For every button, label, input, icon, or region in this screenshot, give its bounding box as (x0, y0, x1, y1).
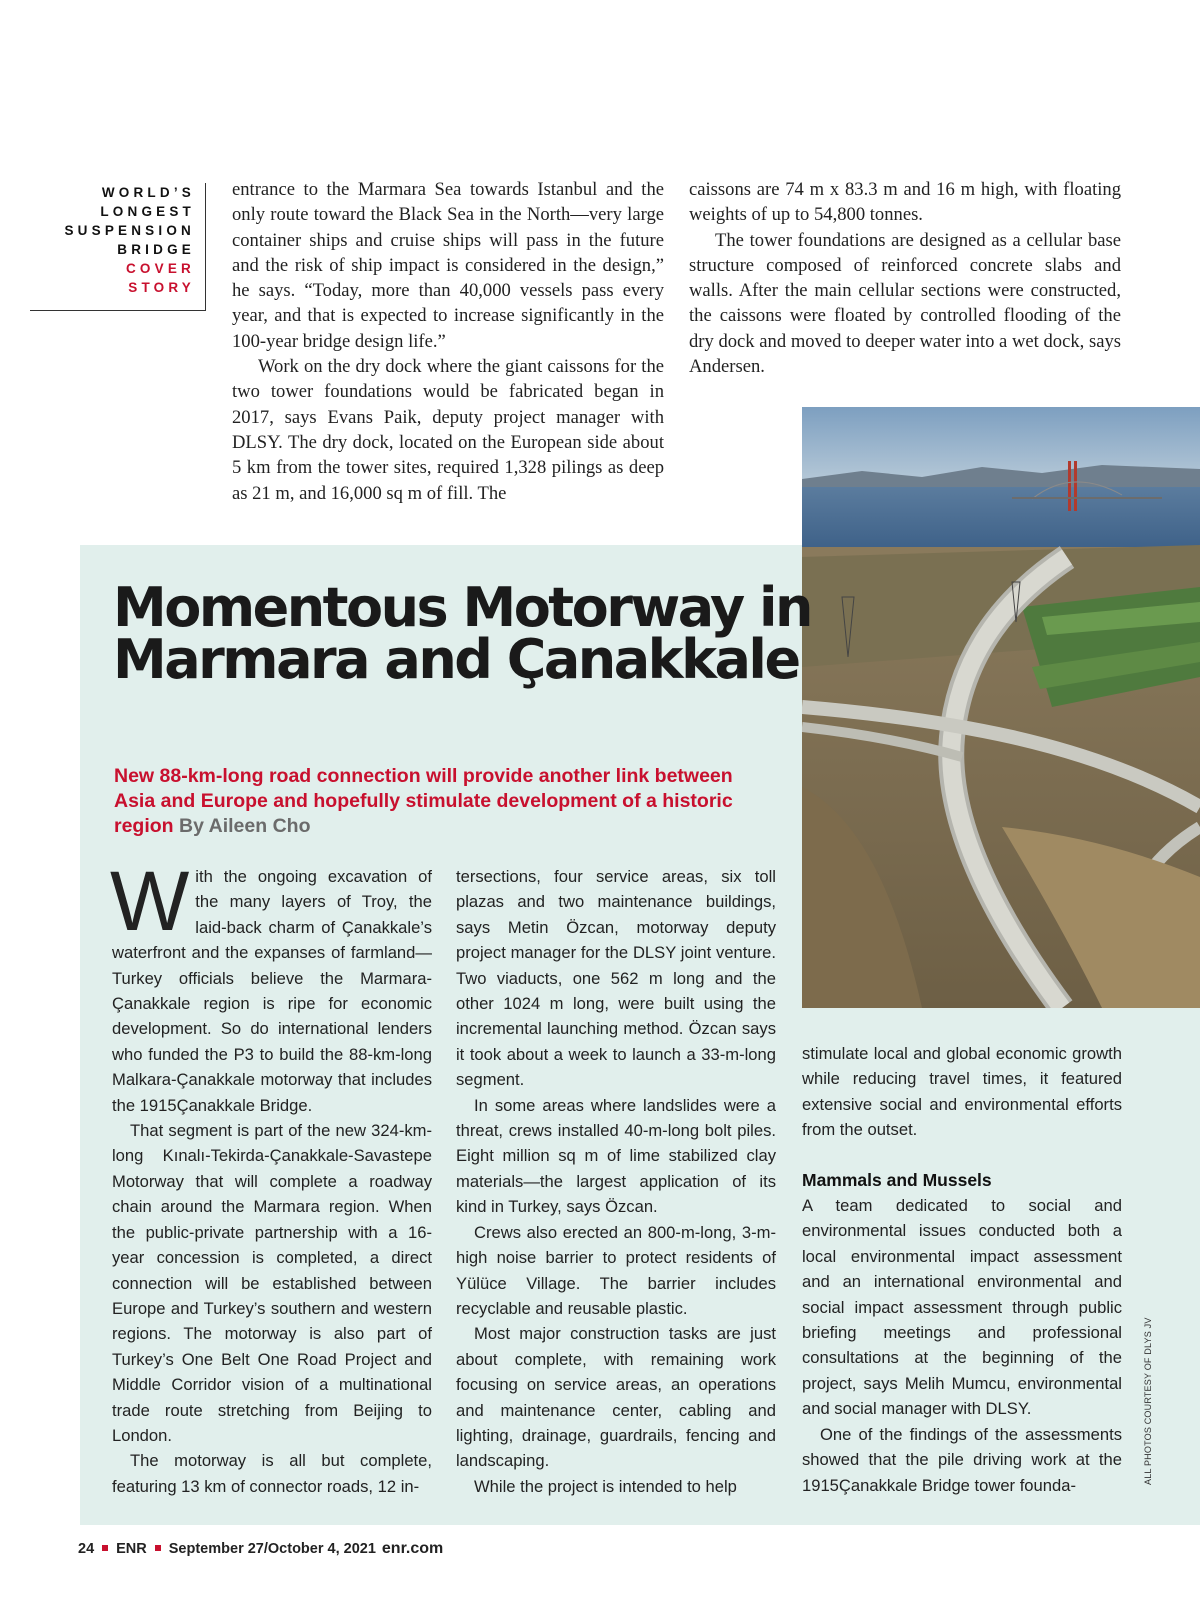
paragraph (110, 854, 432, 1118)
paragraph: While the project is intended to help (474, 1476, 737, 1496)
section-tag-line: WORLD’S (101, 185, 195, 200)
paragraph: The tower foundations are designed as a cellular base structure composed of reinforced concrete slabs and walls. After the main cellular sections were constructed, the caissons were floated by controlled flooding of the dry dock and moved to deeper water into a wet dock, says Andersen. (689, 229, 1121, 378)
section-tag-line: LONGEST (100, 204, 195, 219)
paragraph: Crews also erected an 800-m-long, 3-m-high noise barrier to protect residents of Yülüce Village. The barrier includes recyclable and reusable plastic. (456, 1222, 776, 1318)
section-tag-story-line: STORY (128, 280, 195, 295)
section-tag-cover-line: COVER (125, 261, 195, 276)
article-column-2 (456, 864, 776, 1499)
drop-cap: W (110, 854, 190, 948)
paragraph: One of the findings of the assessments showed that the pile driving work at the 1915Çanakkale Bridge tower founda- (802, 1424, 1122, 1495)
separator-square-icon (155, 1545, 161, 1551)
section-tag (30, 183, 206, 311)
separator-square-icon (102, 1545, 108, 1551)
subhead: Mammals and Mussels (802, 1169, 992, 1190)
article-column-1 (110, 854, 432, 1499)
paragraph-text: ith the ongoing excavation of the many layers of Troy, the laid-back charm of Çanakkale’s waterfront and the expanses of farmland—Turkey officials believe the Marmara-Çanakkale region is ripe for economic development. So do international lenders who funded the P3 to build the 88-km-long Malkara-Çanakkale motorway that includes the 1915Çanakkale Bridge. (112, 867, 432, 1115)
paragraph: entrance to the Marmara Sea towards Istanbul and the only route toward the Black Sea in the North—very large container ships and cruise ships will pass in the future and the risk of ship impact is considered in the design,” he says. “Today, more than 40,000 vessels pass every year, and that is expected to increase significantly in the 100-year bridge design life.” (232, 179, 664, 352)
paragraph: The motorway is all but complete, featuring 13 km of connector roads, 12 in- (112, 1451, 432, 1496)
magazine-name: ENR (116, 1541, 147, 1557)
issue-date: September 27/October 4, 2021 (168, 1541, 376, 1557)
byline: By Aileen Cho (179, 815, 311, 837)
paragraph: stimulate local and global economic growth while reducing travel times, it featured extensive social and environmental efforts from the outset. (802, 1044, 1122, 1140)
section-tag-line: BRIDGE (117, 242, 195, 257)
section-tag-line: SUSPENSION (64, 223, 195, 238)
deck-text: New 88-km-long road connection will provide another link between Asia and Europe and hopefully stimulate development of a historic region (114, 765, 733, 837)
article-deck (114, 764, 754, 839)
page-footer (78, 1540, 443, 1558)
paragraph: Work on the dry dock where the giant caissons for the two tower foundations would be fabricated began in 2017, says Evans Paik, deputy project manager with DLSY. The dry dock, located on the European side about 5 km from the tower sites, required 1,328 pilings as deep as 21 m, and 16,000 sq m of fill. The (232, 356, 664, 504)
aerial-motorway-photo (802, 407, 1200, 1008)
photo-credit: ALL PHOTOS COURTESY OF DLYS JV (1143, 1317, 1153, 1485)
article-headline: Momentous Motorway in Marmara and Çanakkale (113, 576, 811, 691)
paragraph: Most major construction tasks are just about complete, with remaining work focusing on service areas, an operations and maintenance center, cabling and lighting, drainage, guardrails, fencing and landscaping. (456, 1324, 776, 1471)
paragraph: That segment is part of the new 324-km-long Kınalı-Tekirda-Çanakkale-Savastepe Motorway that will complete a roadway chain around the Marmara region. When the public-private partnership with a 16-year concession is completed, a direct connection will be established between Europe and Turkey’s southern and western regions. The motorway is also part of Turkey’s One Belt One Road Project and Middle Corridor vision of a multinational trade route stretching from Beijing to London. (112, 1121, 432, 1445)
photo-illustration (802, 407, 1200, 1008)
paragraph: caissons are 74 m x 83.3 m and 16 m high, with floating weights of up to 54,800 tonnes. (689, 179, 1121, 226)
article-column-3 (802, 1041, 1122, 1498)
paragraph: In some areas where landslides were a threat, crews installed 40-m-long bolt piles. Eight million sq m of lime stabilized clay materials—the largest application of its kind in Turkey, says Özcan. (456, 1095, 776, 1217)
previous-article-column-2 (689, 177, 1121, 379)
previous-article-column-1 (232, 177, 664, 506)
paragraph: A team dedicated to social and environmental issues conducted both a local environmental impact assessment and an international environmental and social impact assessment through public briefing meetings and professional consultations at the beginning of the project, says Melih Mumcu, environmental and social manager with DLSY. (802, 1196, 1122, 1419)
website-link[interactable]: enr.com (381, 1540, 444, 1557)
paragraph: tersections, four service areas, six toll plazas and two maintenance buildings, says Metin Özcan, motorway deputy project manager for the DLSY joint venture. Two viaducts, one 562 m long and the other 1024 m long, were built using the incremental launching method. Özcan says it took about a week to launch a 33-m-long segment. (456, 867, 776, 1090)
page-number: 24 (78, 1541, 95, 1557)
